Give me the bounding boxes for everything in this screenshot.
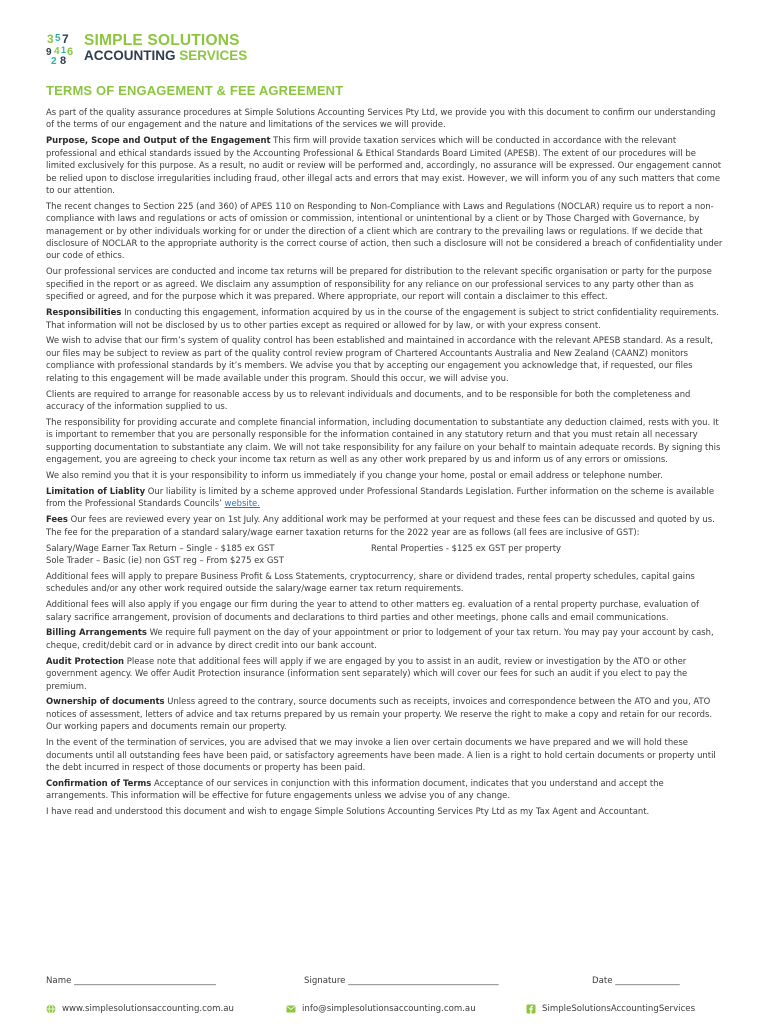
client-access-paragraph: Clients are required to arrange for reasonable access by us to relevant individuals and documents, and to be responsible for both the completeness and accuracy of the information supplied to us. bbox=[46, 388, 691, 411]
footer bbox=[46, 1002, 726, 1016]
date-field[interactable]: Date _______________ bbox=[592, 976, 680, 986]
additional-fees-paragraph: Additional fees will apply to prepare Business Profit & Loss Statements, cryptocurrency, share or dividend trades, rental property schedules, capital gains schedules and/or any other work required outside the salary/wage earner tax return requirements. bbox=[46, 570, 695, 594]
logo-line2-accent: SERVICES bbox=[179, 48, 248, 63]
paragraph-text: Unless agreed to the contrary, source documents such as receipts, invoices and correspondence between the ATO and you, ATO notices of assessment, letters of advice and tax returns prepared by us remain your property. We reserve the right to make a copy and retain for our records. Our working papers and documents remain our property. bbox=[46, 696, 713, 732]
footer-website[interactable] bbox=[46, 1004, 286, 1014]
logo-digit: 6 bbox=[67, 46, 74, 58]
signature-row bbox=[46, 976, 726, 986]
liability-paragraph bbox=[46, 485, 724, 510]
section-heading: Ownership of documents bbox=[46, 696, 165, 707]
additional-fees-paragraph-2: Additional fees will also apply if you engage our firm during the year to attend to other matters eg. evaluation of a rental property purchase, evaluation of salary sacrifice arrangement, provision of documents and declarations to third parties and other meetings, phone calls and email communications. bbox=[46, 599, 699, 622]
logo-digit: 2 bbox=[51, 56, 57, 65]
services-paragraph: Our professional services are conducted and income tax returns will be prepared for distribution to the relevant specific organisation or party for the purpose specified in the report or as agreed. We disclaim any assumption of responsibility for any reliance on our professional services to any party other than as specified or agreed, and for the purpose which it was prepared. Where appropriate, our report will contain a disclaimer to this effect. bbox=[46, 266, 712, 302]
contact-update-paragraph: We also remind you that it is your responsibility to inform us immediately if you change your home, postal or email address or telephone number. bbox=[46, 469, 663, 480]
fee-item: Sole Trader – Basic (ie) non GST reg – From $275 ex GST bbox=[46, 554, 284, 565]
confirmation-paragraph bbox=[46, 777, 724, 802]
logo-line2-main: ACCOUNTING bbox=[84, 48, 180, 63]
section-heading: Purpose, Scope and Output of the Engagement bbox=[46, 135, 271, 146]
logo-line2 bbox=[84, 48, 247, 63]
signature-field[interactable]: Signature ___________________________________ bbox=[304, 976, 499, 986]
section-heading: Responsibilities bbox=[46, 307, 122, 318]
fee-list bbox=[46, 542, 724, 567]
paragraph-text: In conducting this engagement, information acquired by us in the course of the engagement is subject to strict confidentiality requirements. That information will not be disclosed by us to other parties except as required or allowed for by law, or with your express consent. bbox=[46, 307, 719, 330]
paragraph-text: This firm will provide taxation services which will be conducted in accordance with the relevant professional and ethical standards issued by the Accounting Professional & Ethical Standards Board Limited (APESB). The extent of our procedures will be limited exclusively for this purpose. As a result, no audit or review will be performed and, accordingly, no assurance will be expressed. Our engagement cannot be relied upon to disclose irregularities including fraud, other illegal acts and errors that may exist. However, we will inform you of any such matters that come to our attention. bbox=[46, 135, 722, 195]
section-heading: Fees bbox=[46, 514, 68, 525]
logo-digit: 9 bbox=[46, 47, 52, 58]
section-heading: Limitation of Liablity bbox=[46, 485, 146, 496]
lien-paragraph: In the event of the termination of services, you are advised that we may invoke a lien over certain documents we have prepared and we will hold these documents until all outstanding fees have been paid, or satisfactory agreements have been made. A lien is a right to hold certain documents or property until the debt incurred in respect of those documents or property has been paid. bbox=[46, 737, 716, 772]
financial-info-paragraph: The responsibility for providing accurate and complete financial information, including documentation to substantiate any deduction claimed, rests with you. It is important to remember that you are personally responsible for the information contained in any statutory return and that you must retain all necessary supporting documentation to substantiate any claim. We will not take responsibility for any failure on your behalf to maintain adequate records. By signing this engagement, you are agreeing to check your income tax return as well as any other work prepared by us and inform us of any errors or omissions. bbox=[46, 416, 721, 465]
responsibilities-paragraph bbox=[46, 306, 724, 331]
billing-paragraph bbox=[46, 626, 724, 651]
acknowledgement-paragraph: I have read and understood this document and wish to engage Simple Solutions Accounting Services Pty Ltd as my Tax Agent and Accountant. bbox=[46, 806, 650, 817]
logo-line1: SIMPLE SOLUTIONS bbox=[84, 32, 240, 49]
fee-item: Salary/Wage Earner Tax Return – Single - $185 ex GST bbox=[46, 542, 275, 553]
email-text: info@simplesolutionsaccounting.com.au bbox=[302, 1004, 476, 1014]
logo-digit: 8 bbox=[60, 55, 67, 65]
fee-item: Rental Properties - $125 ex GST per property bbox=[371, 542, 561, 553]
facebook-text: SimpleSolutionsAccountingServices bbox=[542, 1004, 696, 1014]
paragraph-text: Our liability is limited by a scheme approved under Professional Standards Legislation. Further information on the scheme is available from the Professional Standards Councils’ bbox=[46, 485, 715, 509]
section-heading: Billing Arrangements bbox=[46, 627, 147, 638]
document-body bbox=[46, 106, 724, 821]
website-text: www.simplesolutionsaccounting.com.au bbox=[62, 1004, 234, 1014]
logo-digit: 5 bbox=[55, 33, 61, 44]
logo-digit: 4 bbox=[54, 46, 60, 57]
noclar-paragraph: The recent changes to Section 225 (and 360) of APES 110 on Responding to Non-Compliance with Laws and Regulations (NOCLAR) require us to report a non-compliance with laws and regulations or acts of omission or commission, intentional or unintentional by a client or by Those Charged with Governance, by management or by other individuals working for or under the direction of a client which are contrary to the prevailing laws or regulations. If we decide that disclosure of NOCLAR to the appropriate authority is the correct course of action, then such a disclosure will not be considered a breach of confidentiality under our code of ethics. bbox=[46, 200, 723, 261]
purpose-paragraph bbox=[46, 134, 724, 196]
name-field[interactable]: Name _________________________________ bbox=[46, 976, 216, 986]
envelope-icon bbox=[286, 1004, 296, 1014]
quality-control-paragraph: We wish to advise that our firm’s system of quality control has been established and maintained in accordance with the relevant APESB standard. As a result, our files may be subject to review as part of the quality control review program of Chartered Accountants Australia and New Zealand (CAANZ) monitors compliance with professional standards by it’s members. We advise you that by accepting our engagement you acknowledge that, if requested, our files relating to this engagement will be made available under this program. Should this occur, we will advise you. bbox=[46, 335, 714, 383]
paragraph-text: We require full payment on the day of your appointment or prior to lodgement of your tax return. You may pay your account by cash, cheque, credit/debit card or in advance by direct credit into our bank account. bbox=[46, 627, 714, 650]
website-link[interactable]: website. bbox=[224, 498, 260, 509]
ownership-paragraph bbox=[46, 695, 724, 732]
company-logo bbox=[46, 31, 247, 65]
paragraph-text: Please note that additional fees will apply if we are engaged by you to assist in an audit, review or investigation by the ATO or other government agency. We offer Audit Protection insurance (information sent separately) which will cover our fees for such an audit if you elect to pay the premium. bbox=[46, 655, 688, 691]
footer-email[interactable] bbox=[286, 1004, 526, 1014]
logo-digit: 3 bbox=[47, 32, 54, 46]
globe-icon bbox=[46, 1004, 56, 1014]
logo-digit: 7 bbox=[62, 32, 69, 46]
fees-paragraph bbox=[46, 513, 724, 538]
facebook-icon bbox=[526, 1004, 536, 1014]
intro-paragraph: As part of the quality assurance procedures at Simple Solutions Accounting Services Pty Ltd, we provide you with this document to confirm our understanding of the terms of our engagement and the nature and limitations of the services we will provide. bbox=[46, 107, 716, 130]
page-title: TERMS OF ENGAGEMENT & FEE AGREEMENT bbox=[46, 83, 344, 98]
paragraph-text: Our fees are reviewed every year on 1st July. Any additional work may be performed at your request and these fees can be discussed and quoted by us. The fee for the preparation of a standard salary/wage earner taxation returns for the 2022 year are as follows (all fees are inclusive of GST): bbox=[46, 514, 715, 537]
audit-protection-paragraph bbox=[46, 655, 724, 692]
logo-wordmark bbox=[84, 33, 247, 63]
logo-digit-mark bbox=[46, 31, 80, 65]
logo-digit: 1 bbox=[61, 45, 67, 55]
section-heading: Audit Protection bbox=[46, 655, 125, 666]
footer-facebook[interactable] bbox=[526, 1004, 695, 1014]
section-heading: Confirmation of Terms bbox=[46, 777, 152, 788]
paragraph-text: Acceptance of our services in conjunction with this information document, indicates that you understand and accept the arrangements. This information will be effective for future engagements unless we advise you of any change. bbox=[46, 777, 664, 801]
